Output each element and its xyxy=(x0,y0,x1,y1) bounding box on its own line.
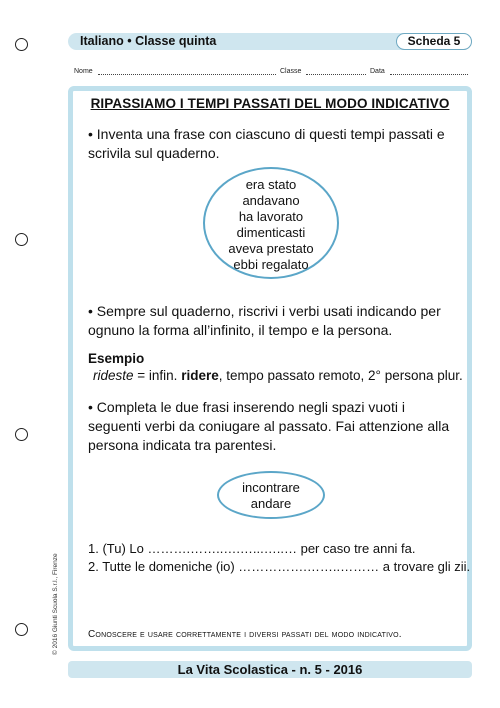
copyright-note: © 2016 Giunti Scuola S.r.l., Firenze xyxy=(52,553,59,655)
verbs-oval xyxy=(203,167,339,279)
example-infinitive: ridere xyxy=(181,368,219,383)
verb-item: andare xyxy=(250,496,292,511)
sentence-1: 1. (Tu) Lo ……….……..….…...…..… per caso tre anni fa. xyxy=(88,541,416,556)
name-field[interactable] xyxy=(98,74,276,75)
instruction-2: • Sempre sul quaderno, riscrivi i verbi usati indicando per ognuno la forma all’infinito, il tempo e la persona. xyxy=(88,303,441,338)
binder-hole-middle xyxy=(15,233,28,246)
instruction-1: • Inventa una frase con ciascuno di questi tempi passati e scrivila sul quaderno. xyxy=(88,126,445,161)
verb-item: andavano xyxy=(242,193,300,208)
verbs-small-oval xyxy=(217,471,325,519)
verb-item: ha lavorato xyxy=(238,209,304,224)
example-heading: Esempio xyxy=(88,351,145,366)
binder-hole-top xyxy=(15,38,28,51)
header-subject: Italiano • Classe quinta xyxy=(80,34,217,48)
verb-item: dimenticasti xyxy=(236,225,306,240)
verb-item: ebbi regalato xyxy=(233,257,309,272)
sentence-2: 2. Tutte le domeniche (io) …………….……..……… a trovare gli zii. xyxy=(88,559,471,574)
class-field[interactable] xyxy=(306,74,366,75)
name-label: Nome xyxy=(74,68,93,75)
instruction-3: • Completa le due frasi inserendo negli spazi vuoti i seguenti verbi da coniugare al passato. Fai attenzione alla persona indicata tra parentesi. xyxy=(88,399,450,453)
example-text-2: , tempo passato remoto, 2° persona plur. xyxy=(218,368,463,383)
verb-item: aveva prestato xyxy=(228,241,314,256)
worksheet-title: RIPASSIAMO I TEMPI PASSATI DEL MODO INDICATIVO xyxy=(90,96,450,111)
class-label: Classe xyxy=(280,68,302,75)
learning-goal: Conoscere e usare correttamente i diversi passati del modo indicativo. xyxy=(88,629,402,640)
binder-hole-bottom xyxy=(15,623,28,636)
example-verb: rideste xyxy=(93,368,134,383)
date-label: Data xyxy=(370,68,385,75)
date-field[interactable] xyxy=(390,74,468,75)
footer-band: La Vita Scolastica - n. 5 - 2016 xyxy=(68,661,472,678)
verb-item: era stato xyxy=(245,177,297,192)
example-line xyxy=(93,368,463,383)
example-text-1: = infin. xyxy=(133,368,182,383)
binder-hole-lower xyxy=(15,428,28,441)
verb-item: incontrare xyxy=(242,480,300,495)
sheet-badge: Scheda 5 xyxy=(396,33,472,50)
